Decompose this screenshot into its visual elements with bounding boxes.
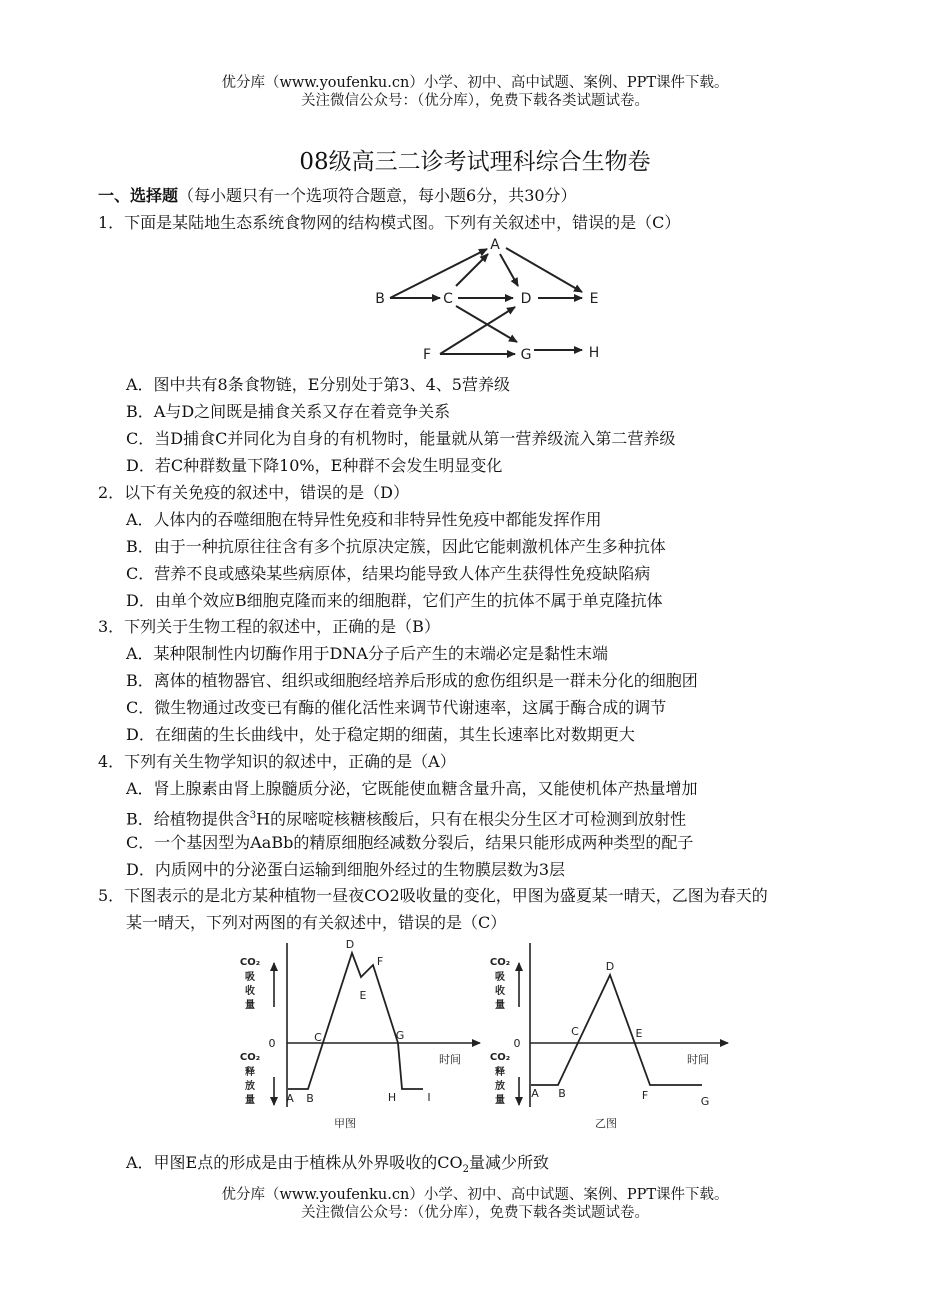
y-bottom-ch1: 释 xyxy=(495,1067,505,1078)
y-top-ch2: 收 xyxy=(495,986,505,997)
x-label: 时间 xyxy=(439,1053,461,1066)
footer-line-1: 优分库（www.youfenku.cn）小学、初中、高中试题、案例、PPT课件下载。 xyxy=(221,1187,729,1203)
y-top-co2: CO₂ xyxy=(239,957,261,968)
graph-yi xyxy=(480,935,740,1140)
y-top-ch3: 量 xyxy=(495,1000,505,1011)
point-f: F xyxy=(641,1089,649,1102)
node-b: B xyxy=(375,291,385,307)
node-c: C xyxy=(443,291,453,307)
q5-option-a xyxy=(126,1153,549,1180)
q4-option-d: D．内质网中的分泌蛋白运输到细胞外经过的生物膜层数为3层 xyxy=(126,860,566,879)
point-c: C xyxy=(571,1025,579,1038)
point-h: H xyxy=(387,1091,397,1104)
y-bottom-co2: CO₂ xyxy=(239,1052,261,1063)
q4-option-b-sup: 3 xyxy=(249,810,257,821)
x-label: 时间 xyxy=(687,1053,709,1066)
q4-option-c: C．一个基因型为AaBb的精原细胞经减数分裂后，结果只能形成两种类型的配子 xyxy=(126,833,694,852)
q1-option-b: B．A与D之间既是捕食关系又存在着竞争关系 xyxy=(126,402,451,421)
q2-option-b: B．由于一种抗原往往含有多个抗原决定簇，因此它能刺激机体产生多种抗体 xyxy=(126,537,666,556)
point-f: F xyxy=(376,955,384,968)
point-g: G xyxy=(395,1029,405,1042)
node-e: E xyxy=(589,291,599,307)
point-d: D xyxy=(605,960,615,973)
curve xyxy=(531,975,702,1085)
food-web-diagram xyxy=(360,232,620,362)
y-bottom-co2: CO₂ xyxy=(489,1052,511,1063)
y-top-ch1: 吸 xyxy=(245,972,255,983)
point-a: A xyxy=(286,1092,294,1105)
q1-option-c: C．当D捕食C并同化为自身的有机物时，能量就从第一营养级流入第二营养级 xyxy=(126,429,676,448)
q5-option-a-sub: 2 xyxy=(462,1164,469,1176)
node-f: F xyxy=(422,347,432,362)
y-top-ch3: 量 xyxy=(245,1000,255,1011)
y-bottom-ch3: 量 xyxy=(495,1095,505,1106)
point-i: I xyxy=(427,1091,431,1104)
q1-stem: 1．下面是某陆地生态系统食物网的结构模式图。下列有关叙述中，错误的是（C） xyxy=(98,213,681,232)
q3-stem: 3．下列关于生物工程的叙述中，正确的是（B） xyxy=(98,617,440,636)
q2-stem: 2．以下有关免疫的叙述中，错误的是（D） xyxy=(98,483,410,502)
y-bottom-ch2: 放 xyxy=(245,1081,255,1092)
q5-option-a-post: 量减少所致 xyxy=(468,1153,549,1172)
section-label: 一、选择题 xyxy=(98,186,179,205)
q3-option-d: D．在细菌的生长曲线中，处于稳定期的细菌，其生长速率比对数期更大 xyxy=(126,725,635,744)
q3-option-c: C．微生物通过改变已有酶的催化活性来调节代谢速率，这属于酶合成的调节 xyxy=(126,698,667,717)
caption: 甲图 xyxy=(334,1117,356,1130)
point-g: G xyxy=(700,1095,710,1108)
q4-stem: 4．下列有关生物学知识的叙述中，正确的是（A） xyxy=(98,752,456,771)
y-top-co2: CO₂ xyxy=(489,957,511,968)
q5-option-a-pre: A．甲图E点的形成是由于植株从外界吸收的CO xyxy=(126,1153,463,1172)
y-top-ch2: 收 xyxy=(245,986,255,997)
caption: 乙图 xyxy=(595,1117,617,1130)
arrow-b-a xyxy=(390,249,487,298)
point-b: B xyxy=(558,1087,566,1100)
q1-option-d: D．若C种群数量下降10%，E种群不会发生明显变化 xyxy=(126,456,503,475)
node-h: H xyxy=(588,345,600,361)
header-line-2: 关注微信公众号：（优分库），免费下载各类试题试卷。 xyxy=(301,93,649,109)
q1-option-a: A．图中共有8条食物链，E分别处于第3、4、5营养级 xyxy=(126,375,510,394)
node-a: A xyxy=(490,237,500,253)
point-d: D xyxy=(345,938,355,951)
q4-option-b-post: H的尿嘧啶核糖核酸后，只有在根尖分生区才可检测到放射性 xyxy=(256,809,687,829)
page-title: 08级高三二诊考试理科综合生物卷 xyxy=(299,149,651,175)
q3-option-b: B．离体的植物器官、组织或细胞经培养后形成的愈伤组织是一群未分化的细胞团 xyxy=(126,671,698,690)
section-note: （每小题只有一个选项符合题意，每小题6分，共30分） xyxy=(178,186,577,205)
point-c: C xyxy=(314,1031,322,1044)
header-line-1: 优分库（www.youfenku.cn）小学、初中、高中试题、案例、PPT课件下载。 xyxy=(221,75,729,91)
arrow-c-a xyxy=(456,254,488,286)
y-bottom-ch2: 放 xyxy=(495,1081,505,1092)
arrow-a-d xyxy=(500,254,518,286)
node-d: D xyxy=(520,291,532,307)
y-bottom-ch3: 量 xyxy=(245,1095,255,1106)
q4-option-a: A．肾上腺素由肾上腺髓质分泌，它既能使血糖含量升高，又能使机体产热量增加 xyxy=(126,779,698,798)
graph-jia xyxy=(230,935,490,1140)
y-bottom-ch1: 释 xyxy=(245,1067,255,1078)
q2-option-d: D．由单个效应B细胞克隆而来的细胞群，它们产生的抗体不属于单克隆抗体 xyxy=(126,591,663,610)
q4-option-b-pre: B．给植物提供含 xyxy=(126,809,250,829)
point-e: E xyxy=(359,989,367,1002)
zero-label: 0 xyxy=(268,1037,276,1050)
q2-option-c: C．营养不良或感染某些病原体，结果均能导致人体产生获得性免疫缺陷病 xyxy=(126,564,651,583)
arrow-f-d xyxy=(440,307,515,354)
q3-option-a: A．某种限制性内切酶作用于DNA分子后产生的末端必定是黏性末端 xyxy=(126,644,608,663)
curve xyxy=(288,953,423,1089)
point-e: E xyxy=(635,1027,643,1040)
point-b: B xyxy=(306,1092,314,1105)
q2-option-a: A．人体内的吞噬细胞在特异性免疫和非特异性免疫中都能发挥作用 xyxy=(126,510,602,529)
zero-label: 0 xyxy=(513,1037,521,1050)
y-top-ch1: 吸 xyxy=(495,972,505,983)
footer-line-2: 关注微信公众号：（优分库），免费下载各类试题试卷。 xyxy=(301,1205,649,1221)
section-heading xyxy=(98,186,577,206)
point-a: A xyxy=(531,1087,539,1100)
q5-stem-line-1: 5．下图表示的是北方某种植物一昼夜CO2吸收量的变化，甲图为盛夏某一晴天，乙图为春天的 xyxy=(98,886,768,905)
q4-option-b xyxy=(126,806,686,829)
node-g: G xyxy=(520,347,532,362)
q5-stem-line-2: 某一晴天，下列对两图的有关叙述中，错误的是（C） xyxy=(126,913,507,932)
